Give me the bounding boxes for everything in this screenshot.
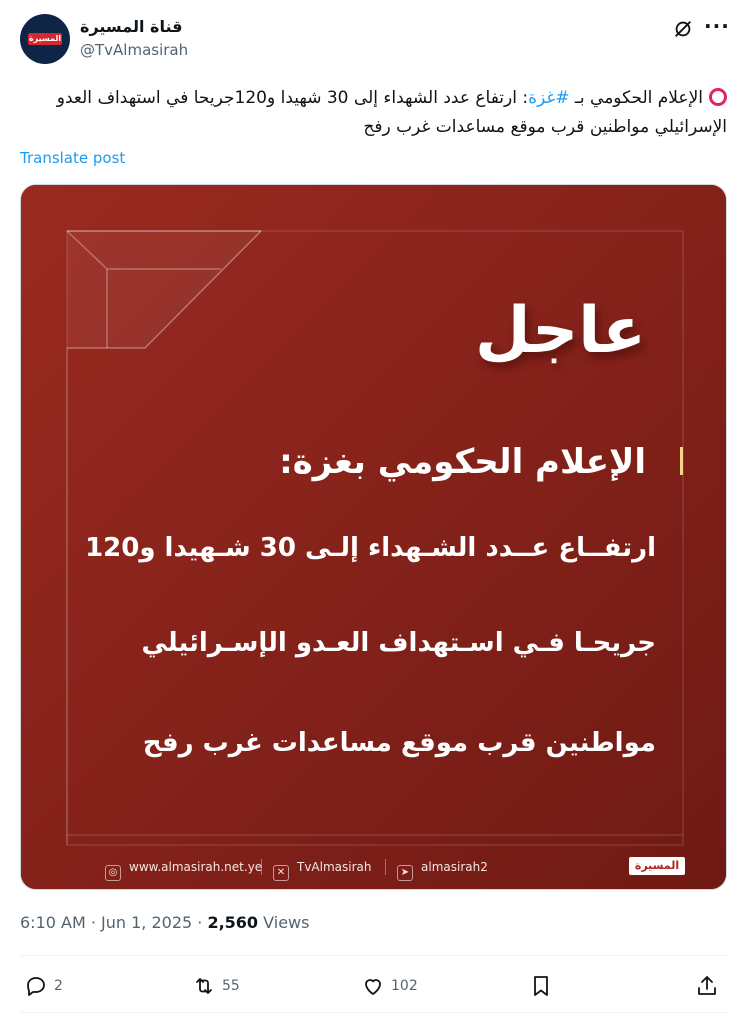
action-bar (20, 970, 727, 1002)
meta-dot: · (90, 913, 102, 932)
share-icon (695, 974, 719, 998)
image-line-1: ارتفــاع عــدد الشـهداء إلـى 30 شـهيدا و120 (85, 533, 656, 563)
like-count: 102 (391, 978, 418, 994)
x-handle-text: TvAlmasirah (297, 860, 372, 874)
image-line-3: مواطنين قرب موقع مساعدات غرب رفح (142, 728, 656, 758)
bookmark-icon (529, 974, 553, 998)
views-label: Views (263, 913, 310, 932)
avatar-logo: المسيرة (28, 34, 62, 43)
reply-icon (24, 974, 48, 998)
post-text-body: : ارتفاع عدد الشهداء إلى 30 شهيدا و120جريحا في استهداف العدو الإسرائيلي مواطنين قرب موقع مساعدات غرب رفح (56, 88, 727, 137)
divider (20, 1012, 727, 1013)
views-count: 2,560 (207, 913, 259, 932)
share-button[interactable] (695, 970, 725, 1002)
hashtag-link[interactable]: #غزة (528, 88, 570, 108)
post-text (20, 84, 727, 142)
red-circle-icon (709, 88, 727, 106)
post-meta (20, 913, 309, 932)
urgent-label: عاجل (475, 294, 646, 368)
post-date[interactable]: Jun 1, 2025 (101, 913, 193, 932)
website-text: www.almasirah.net.ye (129, 860, 263, 874)
image-footer (105, 857, 685, 879)
globe-icon: ◎ (105, 865, 121, 881)
post-header (20, 14, 730, 66)
image-headline: الإعلام الحكومي بغزة: (279, 442, 646, 482)
bookmark-button[interactable] (529, 970, 559, 1002)
avatar[interactable] (20, 14, 70, 64)
like-button[interactable] (361, 970, 418, 1002)
repost-icon (192, 974, 216, 998)
image-line-2: جريحـا فـي اسـتهداف العـدو الإسـرائيلي (141, 628, 656, 658)
reply-count: 2 (54, 978, 63, 994)
divider (20, 955, 727, 956)
accent-bar (680, 447, 683, 475)
reply-button[interactable] (24, 970, 63, 1002)
meta-dot: · (197, 913, 208, 932)
account-handle[interactable]: @TvAlmasirah (80, 41, 189, 59)
account-name[interactable]: قناة المسيرة (80, 17, 183, 36)
post-time[interactable]: 6:10 AM (20, 913, 86, 932)
x-handle-item (273, 857, 372, 877)
translate-post-link[interactable]: Translate post (20, 149, 126, 167)
brand-logo: المسيرة (629, 857, 685, 875)
footer-separator (385, 859, 386, 875)
telegram-icon: ➤ (397, 865, 413, 881)
repost-count: 55 (222, 978, 240, 994)
post-text-prefix: الإعلام الحكومي بـ (569, 88, 703, 108)
telegram-item (397, 857, 488, 877)
x-icon: ✕ (273, 865, 289, 881)
more-icon[interactable]: ··· (704, 14, 730, 38)
grok-icon[interactable] (672, 18, 694, 40)
telegram-text: almasirah2 (421, 860, 488, 874)
repost-button[interactable] (192, 970, 240, 1002)
like-icon (361, 974, 385, 998)
footer-separator (261, 859, 262, 875)
website-item (105, 857, 262, 877)
post-image[interactable] (20, 184, 727, 890)
